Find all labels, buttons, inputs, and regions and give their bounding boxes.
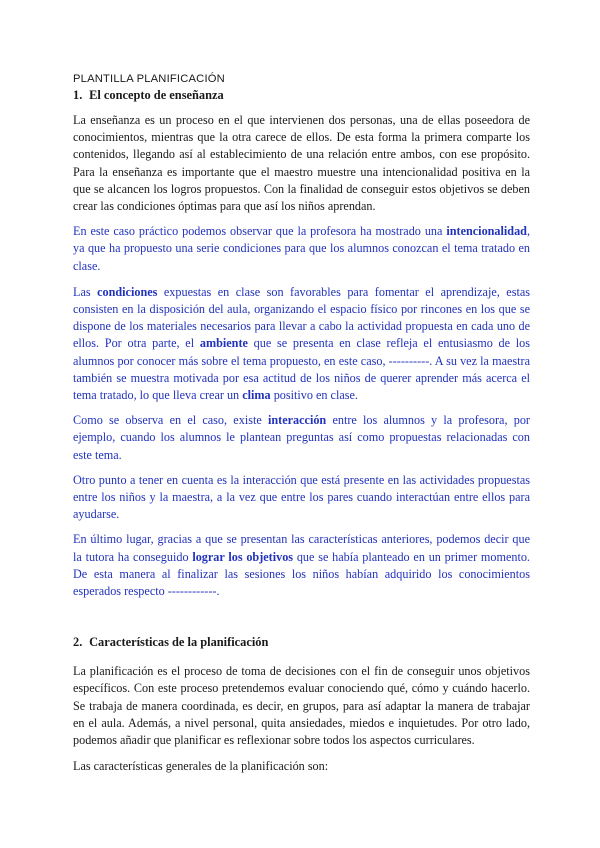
p2-text-a: En este caso práctico podemos observar que la profesora ha mostrado una [73, 224, 447, 239]
section1-number: 1. [73, 88, 83, 102]
section1-paragraph-1: La enseñanza es un proceso en el que intervienen dos personas, una de ellas poseedora de conocimientos, mientras que la otra carece de ellos. De esta forma la primera comparte los contenidos, llegando así al establecimiento de una relación entre ambos, con ese propósito. Para la enseñanza es importante que el maestro muestre una intencionalidad positiva en la que se alcancen los logros propuestos. Con la finalidad de conseguir estos objetivos se deben crear las condiciones óptimas para que así los niños aprendan. [73, 113, 530, 214]
section1-paragraph-4 [73, 412, 530, 464]
p6-text-a: En último lugar, gracias a que se presentan las características anteriores, podemos decir que la tutora ha conseguido [73, 532, 530, 564]
p4-text-b: entre los alumnos y la profesora, por ejemplo, cuando los alumnos le plantean preguntas así como propuestas relacionadas con este tema. [73, 413, 530, 462]
p3-text-c: que se presenta en clase refleja el entusiasmo de los alumnos por conocer más sobre el tema propuesto, en este caso, ----------. A su vez la maestra también se muestra motivada por esa actitud de los niños de querer aprender más acerca el tema tratado, lo que lleva crear un [73, 336, 530, 403]
section1-paragraph-3 [73, 284, 530, 404]
section2-paragraph-2: Las características generales de la planificación son: [73, 759, 329, 774]
section2-heading [73, 634, 530, 651]
section1-title: El concepto de enseñanza [89, 88, 224, 102]
template-label: PLANTILLA PLANIFICACIÓN [73, 73, 225, 85]
section2-number: 2. [73, 635, 83, 650]
p3-text-d: positivo en clase. [270, 388, 358, 403]
section1-paragraph-2 [73, 223, 530, 275]
p3-text-a: Las [73, 284, 98, 299]
p2-text-b: , ya que ha propuesto una serie condiciones para que los alumnos conozcan el tema tratado en clase. [73, 224, 530, 273]
section2-title: Características de la planificación [89, 635, 269, 650]
document-page [73, 71, 530, 776]
p3-keyword-2: ambiente [199, 336, 248, 351]
p4-keyword: interacción [267, 413, 327, 428]
p6-text-b: que se había planteado en un primer momento. De esta manera al finalizar las sesiones los niños habían adquirido los conocimientos esperados respecto ------------. [73, 549, 530, 599]
section1-paragraph-6 [73, 531, 530, 600]
p2-keyword: intencionalidad [446, 224, 527, 239]
section2-paragraph-1: La planificación es el proceso de toma de decisiones con el fin de conseguir unos objetivos específicos. Con este proceso pretendemos evaluar conociendo qué, cómo y cuándo hacerlo. Se trabaja de manera coordinada, es decir, en grupos, para así adaptar la manera de trabajar en el aula. Además, a nivel personal, quita ansiedades, miedos e inquietudes. Por otro lado, podemos añadir que planificar es reflexionar sobre todos los aspectos curriculares. [73, 664, 530, 748]
p3-keyword-1: condiciones [97, 284, 158, 299]
section1-paragraph-5: Otro punto a tener en cuenta es la interacción que está presente en las actividades propuestas entre los niños y la maestra, a la vez que entre los pares cuando interactúan entre ellos para ayudarse. [73, 472, 530, 522]
p3-keyword-3: clima [242, 388, 271, 403]
p6-keyword: lograr los objetivos [192, 549, 294, 564]
section1-heading [73, 87, 530, 104]
p4-text-a: Como se observa en el caso, existe [73, 413, 268, 428]
p3-text-b: expuestas en clase son favorables para fomentar el aprendizaje, estas consisten en la disposición del aula, organizando el espacio físico por rincones en los que se dispone de los materiales necesarios para llevar a cabo la actividad propuesta en cada uno de ellos. Por otra parte, el [73, 284, 530, 351]
